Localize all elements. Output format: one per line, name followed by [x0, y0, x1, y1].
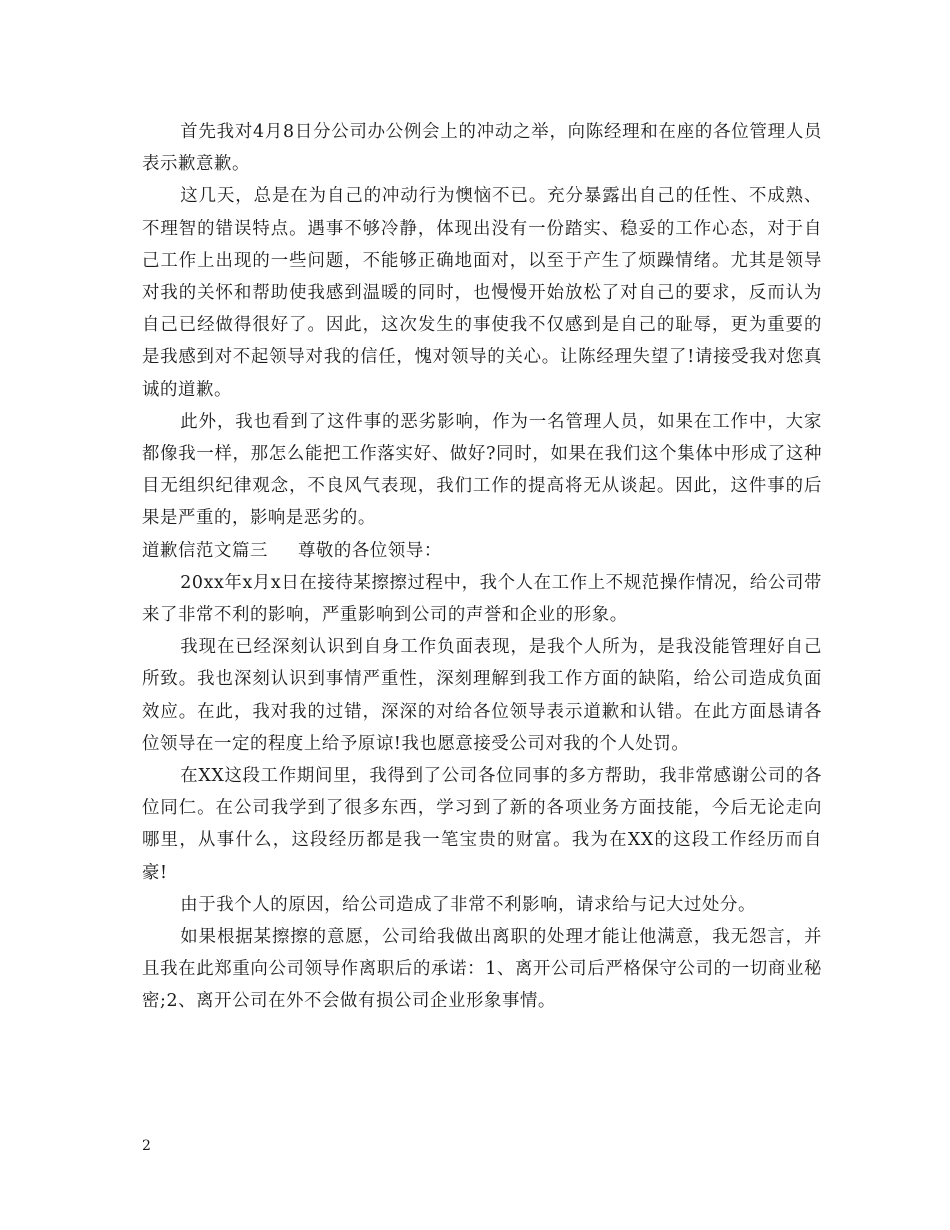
paragraph-6: 在XX这段工作期间里，我得到了公司各位同事的多方帮助，我非常感谢公司的各位同仁。在公司我学到了很多东西，学习到了新的各项业务方面技能，今后无论走向哪里，从事什么，这段经历都是我一笔宝贵的财富。我为在XX的这段工作经历而自豪! — [142, 766, 822, 883]
paragraph-2: 这几天，总是在为自己的冲动行为懊恼不已。充分暴露出自己的任性、不成熟、不理智的错误特点。遇事不够冷静，体现出没有一份踏实、稳妥的工作心态，对于自己工作上出现的一些问题，不能够正确地面对，以至于产生了烦躁情绪。尤其是领导对我的关怀和帮助使我感到温暖的同时，也慢慢开始放松了对自己的要求，反而认为自己已经做得很好了。因此，这次发生的事使我不仅感到是自己的耻辱，更为重要的是我感到对不起领导对我的信任，愧对领导的关心。让陈经理失望了!请接受我对您真诚的道歉。 — [142, 186, 822, 400]
salutation: 尊敬的各位领导： — [297, 540, 442, 561]
document-body — [142, 116, 822, 1018]
paragraph-3: 此外，我也看到了这件事的恶劣影响，作为一名管理人员，如果在工作中，大家都像我一样，那怎么能把工作落实好、做好?同时，如果在我们这个集体中形成了这种目无组织纪律观念，不良风气表现，我们工作的提高将无从谈起。因此，这件事的后果是严重的，影响是恶劣的。 — [142, 411, 822, 529]
paragraph-8: 如果根据某擦擦的意愿，公司给我做出离职的处理才能让他满意，我无怨言，并且我在此郑重向公司领导作离职后的承诺：1、离开公司后严格保守公司的一切商业秘密;2、离开公司在外不会做有损公司企业形象事情。 — [142, 927, 822, 1012]
paragraph-5: 我现在已经深刻认识到自身工作负面表现，是我个人所为，是我没能管理好自己所致。我也深刻认识到事情严重性，深刻理解到我工作方面的缺陷，给公司造成负面效应。在此，我对我的过错，深深的对给各位领导表示道歉和认错。在此方面恳请各位领导在一定的程度上给予原谅!我也愿意接受公司对我的个人处罚。 — [142, 637, 822, 754]
paragraph-4: 20xx年x月x日在接待某擦擦过程中，我个人在工作上不规范操作情况，给公司带来了非常不利的影响，严重影响到公司的声誉和企业的形象。 — [142, 572, 822, 626]
section-heading — [142, 535, 822, 567]
paragraph-7: 由于我个人的原因，给公司造成了非常不利影响，请求给与记大过处分。 — [180, 894, 756, 915]
paragraph-1: 首先我对4月8日分公司办公例会上的冲动之举，向陈经理和在座的各位管理人员表示歉意歉。 — [142, 122, 822, 175]
section-title: 道歉信范文篇三 — [142, 540, 268, 561]
page-number: 2 — [142, 1138, 151, 1154]
